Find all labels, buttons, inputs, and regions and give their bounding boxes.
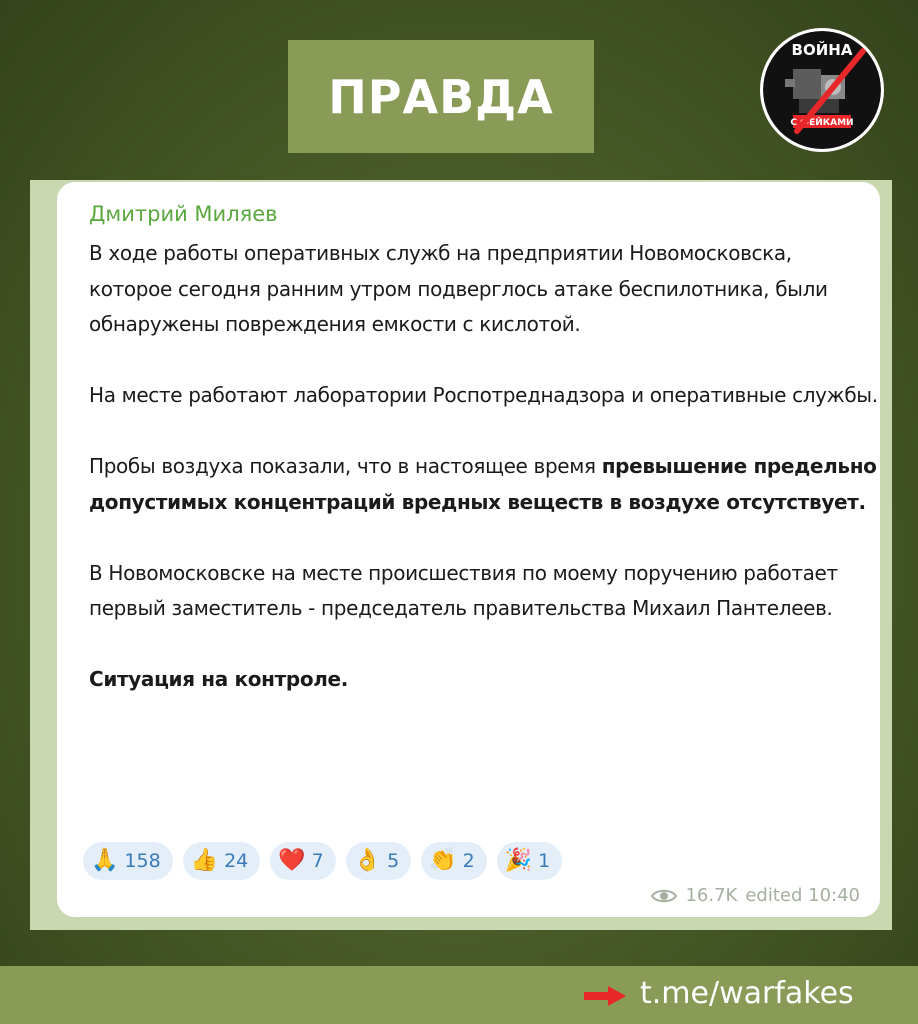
reaction-count: 1 bbox=[538, 850, 551, 872]
view-count: 16.7K bbox=[685, 885, 738, 906]
edited-time: edited 10:40 bbox=[745, 885, 860, 906]
eye-icon bbox=[651, 888, 677, 904]
ok-hand-icon: 👌 bbox=[353, 848, 382, 873]
message-paragraph bbox=[89, 449, 879, 520]
header-label: ПРАВДА bbox=[328, 69, 554, 124]
message-meta bbox=[651, 885, 860, 906]
arrow-right-icon bbox=[584, 986, 626, 1006]
reaction-count: 7 bbox=[311, 850, 324, 872]
reaction-count: 5 bbox=[387, 850, 400, 872]
message-bubble bbox=[57, 182, 880, 917]
logo-top-text: ВОЙНА bbox=[791, 41, 853, 59]
pray-icon: 🙏 bbox=[91, 848, 119, 873]
reactions-bar bbox=[83, 842, 562, 880]
clap-icon: 👏 bbox=[429, 848, 457, 873]
reaction-thumbs-up[interactable] bbox=[183, 842, 261, 880]
reaction-heart[interactable] bbox=[270, 842, 336, 880]
screenshot-panel bbox=[30, 180, 892, 930]
message-closing-bold: Ситуация на контроле. bbox=[89, 667, 348, 691]
message-paragraph-plain: Пробы воздуха показали, что в настоящее время bbox=[89, 454, 602, 478]
party-popper-icon: 🎉 bbox=[504, 848, 533, 873]
reaction-count: 158 bbox=[124, 850, 161, 872]
message-paragraph-bold: превышение предельно допустимых концентраций вредных веществ в воздухе отсутствует. bbox=[89, 454, 877, 514]
message-paragraph-closing bbox=[89, 662, 879, 698]
header-label-box bbox=[288, 40, 594, 153]
channel-link[interactable]: t.me/warfakes bbox=[640, 976, 854, 1011]
logo-bottom-text: С ФЕЙКАМИ bbox=[790, 118, 854, 128]
reaction-count: 24 bbox=[224, 850, 249, 872]
reaction-count: 2 bbox=[462, 850, 475, 872]
message-sender[interactable]: Дмитрий Миляев bbox=[89, 202, 278, 226]
message-paragraph: В Новомосковске на месте происшествия по моему поручению работает первый заместитель - председатель правительства Михаил Пантелеев. bbox=[89, 560, 838, 620]
message-paragraph: В ходе работы оперативных служб на предприятии Новомосковска, которое сегодня ранним утром подверглось атаке беспилотника, были обнаружены повреждения емкости с кислотой. bbox=[89, 241, 828, 336]
channel-logo bbox=[760, 28, 884, 152]
reaction-ok-hand[interactable] bbox=[346, 842, 412, 880]
message-text bbox=[89, 236, 879, 698]
message-paragraph: На месте работают лаборатории Роспотреднадзора и оперативные службы. bbox=[89, 383, 878, 407]
heart-icon: ❤️ bbox=[278, 848, 306, 873]
reaction-party[interactable] bbox=[497, 842, 563, 880]
war-on-fakes-logo-icon bbox=[763, 31, 881, 149]
reaction-pray[interactable] bbox=[83, 842, 173, 880]
thumbs-up-icon: 👍 bbox=[190, 848, 219, 873]
footer-bar bbox=[0, 966, 918, 1024]
reaction-clap[interactable] bbox=[421, 842, 487, 880]
